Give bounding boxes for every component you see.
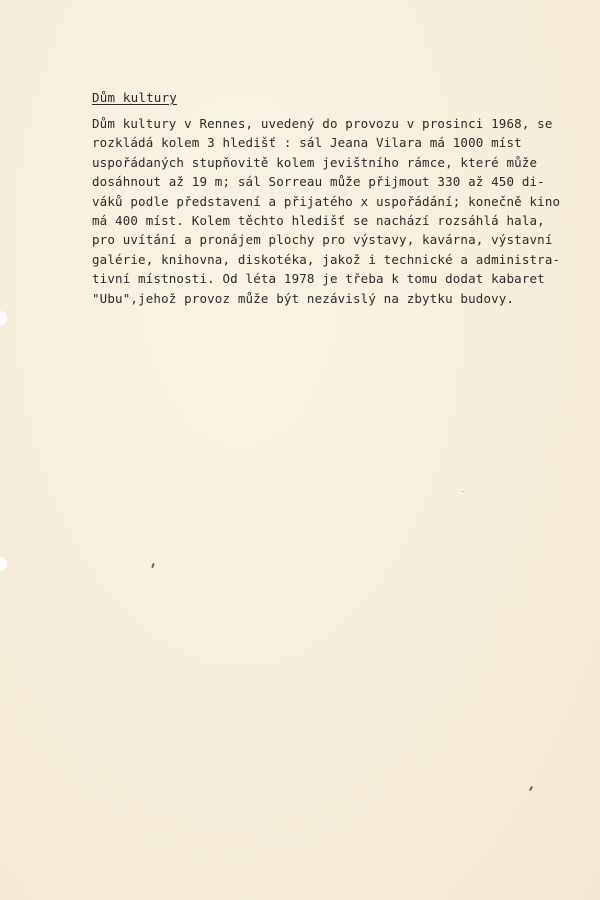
paper-speck [462, 491, 463, 492]
text-line: váků podle představení a přijatého x uspořádání; konečně kino [92, 193, 561, 209]
document-body [92, 114, 582, 308]
text-line: galérie, knihovna, diskotéka, jakož i technické a administra- [92, 251, 561, 267]
text-line: pro uvítání a pronájem plochy pro výstavy, kavárna, výstavní [92, 232, 553, 248]
text-line: uspořádaných stupňovitě kolem jevištního rámce, které může [92, 154, 538, 170]
text-line: rozkládá kolem 3 hledišť : sál Jeana Vilara má 1000 míst [92, 135, 522, 151]
text-line: tivní místnosti. Od léta 1978 je třeba k tomu dodat kabaret [92, 271, 545, 287]
document-heading: Dům kultury [92, 90, 177, 105]
text-line: dosáhnout až 19 m; sál Sorreau může přijmout 330 až 450 di- [92, 174, 545, 190]
paper-speck [151, 563, 155, 568]
text-line: "Ubu",jehož provoz může být nezávislý na zbytku budovy. [92, 290, 515, 306]
punch-hole [0, 311, 7, 325]
text-line: má 400 míst. Kolem těchto hledišť se nachází rozsáhlá hala, [92, 213, 545, 229]
text-line: Dům kultury v Rennes, uvedený do provozu v prosinci 1968, se [92, 116, 553, 131]
paper-speck [529, 786, 533, 791]
punch-hole [0, 557, 7, 571]
